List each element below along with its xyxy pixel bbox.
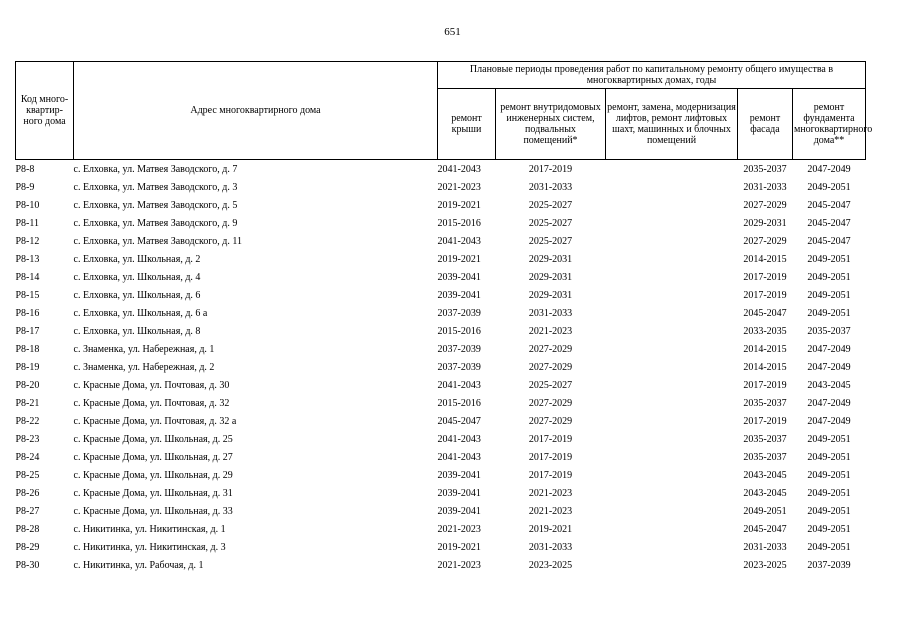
cell-roof: 2039-2041 (437, 289, 481, 301)
cell-lifts (606, 322, 738, 340)
cell-lifts (606, 178, 738, 196)
cell-code: Р8-18 (15, 343, 40, 355)
cell-facade: 2049-2051 (743, 505, 787, 517)
cell-engineering-systems: 2027-2029 (528, 415, 573, 427)
cell-code: Р8-23 (15, 433, 40, 445)
cell-foundation: 2049-2051 (807, 307, 851, 319)
cell-address: с. Елховка, ул. Матвея Заводского, д. 3 (73, 181, 238, 193)
cell-address: с. Знаменка, ул. Набережная, д. 2 (73, 361, 215, 373)
cell-code: Р8-16 (15, 307, 40, 319)
cell-facade: 2014-2015 (743, 253, 787, 265)
cell-code: Р8-27 (15, 505, 40, 517)
cell-facade: 2017-2019 (743, 271, 787, 283)
table-row (16, 304, 866, 322)
cell-facade: 2027-2029 (743, 199, 787, 211)
table-row (16, 340, 866, 358)
cell-foundation: 2047-2049 (807, 415, 851, 427)
cell-roof: 2045-2047 (437, 415, 481, 427)
cell-lifts (606, 394, 738, 412)
cell-foundation: 2049-2051 (807, 271, 851, 283)
cell-code: Р8-29 (15, 541, 40, 553)
page-number: 651 (444, 26, 461, 38)
cell-lifts (606, 214, 738, 232)
cell-foundation: 2047-2049 (807, 163, 851, 175)
cell-address: с. Красные Дома, ул. Школьная, д. 33 (73, 505, 233, 517)
cell-facade: 2035-2037 (743, 433, 787, 445)
cell-engineering-systems: 2029-2031 (528, 253, 573, 265)
cell-facade: 2014-2015 (743, 361, 787, 373)
cell-engineering-systems: 2023-2025 (528, 559, 573, 571)
cell-foundation: 2035-2037 (807, 325, 851, 337)
cell-lifts (606, 232, 738, 250)
cell-lifts (606, 484, 738, 502)
cell-code: Р8-21 (15, 397, 40, 409)
cell-lifts (606, 520, 738, 538)
cell-code: Р8-10 (15, 199, 40, 211)
cell-address: с. Красные Дома, ул. Почтовая, д. 30 (73, 379, 230, 391)
cell-engineering-systems: 2027-2029 (528, 397, 573, 409)
cell-code: Р8-9 (15, 181, 35, 193)
cell-code: Р8-13 (15, 253, 40, 265)
cell-address: с. Елховка, ул. Матвея Заводского, д. 5 (73, 199, 238, 211)
cell-roof: 2019-2021 (437, 253, 481, 265)
table-row (16, 430, 866, 448)
table-row (16, 502, 866, 520)
cell-code: Р8-30 (15, 559, 40, 571)
table-row (16, 196, 866, 214)
cell-engineering-systems: 2027-2029 (528, 343, 573, 355)
cell-foundation: 2045-2047 (807, 235, 851, 247)
cell-code: Р8-25 (15, 469, 40, 481)
cell-lifts (606, 412, 738, 430)
cell-roof: 2021-2023 (437, 181, 481, 193)
cell-facade: 2023-2025 (743, 559, 787, 571)
cell-facade: 2014-2015 (743, 343, 787, 355)
header-address: Адрес многоквартирного дома (74, 62, 438, 160)
table-row (16, 556, 866, 574)
cell-foundation: 2049-2051 (807, 469, 851, 481)
cell-code: Р8-24 (15, 451, 40, 463)
cell-engineering-systems: 2029-2031 (528, 289, 573, 301)
cell-facade: 2043-2045 (743, 487, 787, 499)
cell-engineering-systems: 2025-2027 (528, 379, 573, 391)
cell-engineering-systems: 2021-2023 (528, 505, 573, 517)
cell-engineering-systems: 2017-2019 (528, 469, 573, 481)
cell-roof: 2019-2021 (437, 199, 481, 211)
cell-engineering-systems: 2031-2033 (528, 541, 573, 553)
cell-roof: 2039-2041 (437, 469, 481, 481)
cell-code: Р8-17 (15, 325, 40, 337)
cell-foundation: 2047-2049 (807, 397, 851, 409)
cell-lifts (606, 160, 738, 179)
table-row (16, 376, 866, 394)
cell-facade: 2035-2037 (743, 397, 787, 409)
cell-facade: 2017-2019 (743, 415, 787, 427)
header-lifts: ремонт, замена, модернизация лифтов, ремонт лифтовых шахт, машинных и блочных помещений (606, 89, 738, 160)
cell-address: с. Красные Дома, ул. Школьная, д. 27 (73, 451, 233, 463)
table-row (16, 268, 866, 286)
header-planned-periods: Плановые периоды проведения работ по капитальному ремонту общего имущества в многоквартирных домах, годы (438, 62, 866, 89)
cell-foundation: 2049-2051 (807, 289, 851, 301)
cell-facade: 2033-2035 (743, 325, 787, 337)
cell-roof: 2041-2043 (437, 235, 481, 247)
cell-roof: 2041-2043 (437, 379, 481, 391)
cell-roof: 2041-2043 (437, 451, 481, 463)
cell-foundation: 2047-2049 (807, 343, 851, 355)
cell-address: с. Никитинка, ул. Рабочая, д. 1 (73, 559, 204, 571)
cell-facade: 2035-2037 (743, 451, 787, 463)
cell-engineering-systems: 2031-2033 (528, 307, 573, 319)
cell-address: с. Никитинка, ул. Никитинская, д. 3 (73, 541, 226, 553)
cell-foundation: 2049-2051 (807, 523, 851, 535)
cell-roof: 2015-2016 (437, 325, 481, 337)
cell-roof: 2041-2043 (437, 433, 481, 445)
cell-engineering-systems: 2021-2023 (528, 487, 573, 499)
cell-address: с. Елховка, ул. Школьная, д. 8 (73, 325, 201, 337)
cell-lifts (606, 250, 738, 268)
cell-address: с. Никитинка, ул. Никитинская, д. 1 (73, 523, 226, 535)
table-row (16, 520, 866, 538)
cell-roof: 2039-2041 (437, 271, 481, 283)
cell-lifts (606, 196, 738, 214)
cell-engineering-systems: 2027-2029 (528, 361, 573, 373)
cell-lifts (606, 304, 738, 322)
cell-facade: 2031-2033 (743, 181, 787, 193)
table-body (16, 160, 866, 575)
cell-facade: 2035-2037 (743, 163, 787, 175)
cell-address: с. Красные Дома, ул. Школьная, д. 29 (73, 469, 233, 481)
cell-foundation: 2049-2051 (807, 433, 851, 445)
cell-roof: 2037-2039 (437, 343, 481, 355)
cell-address: с. Елховка, ул. Матвея Заводского, д. 7 (73, 163, 238, 175)
cell-engineering-systems: 2031-2033 (528, 181, 573, 193)
cell-lifts (606, 358, 738, 376)
cell-facade: 2027-2029 (743, 235, 787, 247)
cell-code: Р8-14 (15, 271, 40, 283)
cell-lifts (606, 376, 738, 394)
cell-engineering-systems: 2017-2019 (528, 451, 573, 463)
cell-address: с. Елховка, ул. Школьная, д. 6 (73, 289, 201, 301)
header-foundation: ремонт фундамента многоквартирного дома** (793, 89, 866, 160)
cell-engineering-systems: 2029-2031 (528, 271, 573, 283)
cell-foundation: 2049-2051 (807, 541, 851, 553)
cell-address: с. Красные Дома, ул. Школьная, д. 31 (73, 487, 233, 499)
cell-code: Р8-12 (15, 235, 40, 247)
table-row (16, 538, 866, 556)
cell-address: с. Красные Дома, ул. Школьная, д. 25 (73, 433, 233, 445)
header-facade: ремонт фасада (738, 89, 793, 160)
cell-engineering-systems: 2025-2027 (528, 199, 573, 211)
cell-roof: 2037-2039 (437, 361, 481, 373)
cell-lifts (606, 448, 738, 466)
cell-foundation: 2049-2051 (807, 505, 851, 517)
cell-roof: 2015-2016 (437, 397, 481, 409)
table-row (16, 286, 866, 304)
cell-foundation: 2045-2047 (807, 217, 851, 229)
table-row (16, 214, 866, 232)
cell-lifts (606, 430, 738, 448)
cell-roof: 2021-2023 (437, 523, 481, 535)
cell-facade: 2031-2033 (743, 541, 787, 553)
cell-facade: 2017-2019 (743, 289, 787, 301)
cell-lifts (606, 502, 738, 520)
cell-address: с. Знаменка, ул. Набережная, д. 1 (73, 343, 215, 355)
cell-roof: 2015-2016 (437, 217, 481, 229)
cell-engineering-systems: 2025-2027 (528, 235, 573, 247)
cell-foundation: 2043-2045 (807, 379, 851, 391)
table-row (16, 484, 866, 502)
header-roof: ремонт крыши (438, 89, 496, 160)
table-row (16, 178, 866, 196)
cell-code: Р8-15 (15, 289, 40, 301)
cell-address: с. Елховка, ул. Матвея Заводского, д. 9 (73, 217, 238, 229)
cell-roof: 2037-2039 (437, 307, 481, 319)
cell-foundation: 2049-2051 (807, 253, 851, 265)
cell-facade: 2043-2045 (743, 469, 787, 481)
cell-foundation: 2049-2051 (807, 451, 851, 463)
cell-lifts (606, 340, 738, 358)
cell-address: с. Красные Дома, ул. Почтовая, д. 32 а (73, 415, 237, 427)
table-row (16, 466, 866, 484)
cell-address: с. Елховка, ул. Школьная, д. 4 (73, 271, 201, 283)
cell-lifts (606, 556, 738, 574)
cell-facade: 2045-2047 (743, 307, 787, 319)
cell-roof: 2039-2041 (437, 487, 481, 499)
cell-foundation: 2037-2039 (807, 559, 851, 571)
cell-code: Р8-22 (15, 415, 40, 427)
table-row (16, 394, 866, 412)
cell-engineering-systems: 2019-2021 (528, 523, 573, 535)
cell-code: Р8-26 (15, 487, 40, 499)
cell-facade: 2017-2019 (743, 379, 787, 391)
cell-code: Р8-19 (15, 361, 40, 373)
cell-foundation: 2045-2047 (807, 199, 851, 211)
cell-engineering-systems: 2017-2019 (528, 433, 573, 445)
header-engineering-systems: ремонт внутридомовых инженерных систем, подвальных помещений* (496, 89, 606, 160)
cell-roof: 2039-2041 (437, 505, 481, 517)
table-row (16, 232, 866, 250)
header-code: Код много-квартир-ного дома (16, 62, 74, 160)
cell-facade: 2045-2047 (743, 523, 787, 535)
cell-lifts (606, 268, 738, 286)
table-row (16, 448, 866, 466)
cell-roof: 2019-2021 (437, 541, 481, 553)
cell-foundation: 2049-2051 (807, 487, 851, 499)
cell-lifts (606, 466, 738, 484)
cell-address: с. Елховка, ул. Школьная, д. 6 а (73, 307, 208, 319)
cell-code: Р8-8 (15, 163, 35, 175)
table-row (16, 412, 866, 430)
cell-engineering-systems: 2021-2023 (528, 325, 573, 337)
table-row (16, 358, 866, 376)
cell-engineering-systems: 2025-2027 (528, 217, 573, 229)
cell-foundation: 2047-2049 (807, 361, 851, 373)
cell-address: с. Елховка, ул. Школьная, д. 2 (73, 253, 201, 265)
cell-address: с. Красные Дома, ул. Почтовая, д. 32 (73, 397, 230, 409)
cell-lifts (606, 538, 738, 556)
cell-roof: 2041-2043 (437, 163, 481, 175)
table-row (16, 250, 866, 268)
capital-repair-schedule-table (15, 61, 873, 574)
cell-code: Р8-28 (15, 523, 40, 535)
cell-engineering-systems: 2017-2019 (528, 163, 573, 175)
cell-lifts (606, 286, 738, 304)
cell-roof: 2021-2023 (437, 559, 481, 571)
cell-foundation: 2049-2051 (807, 181, 851, 193)
table-row (16, 322, 866, 340)
cell-code: Р8-11 (15, 217, 40, 229)
table-row (16, 160, 866, 179)
cell-facade: 2029-2031 (743, 217, 787, 229)
cell-address: с. Елховка, ул. Матвея Заводского, д. 11 (73, 235, 242, 247)
cell-code: Р8-20 (15, 379, 40, 391)
